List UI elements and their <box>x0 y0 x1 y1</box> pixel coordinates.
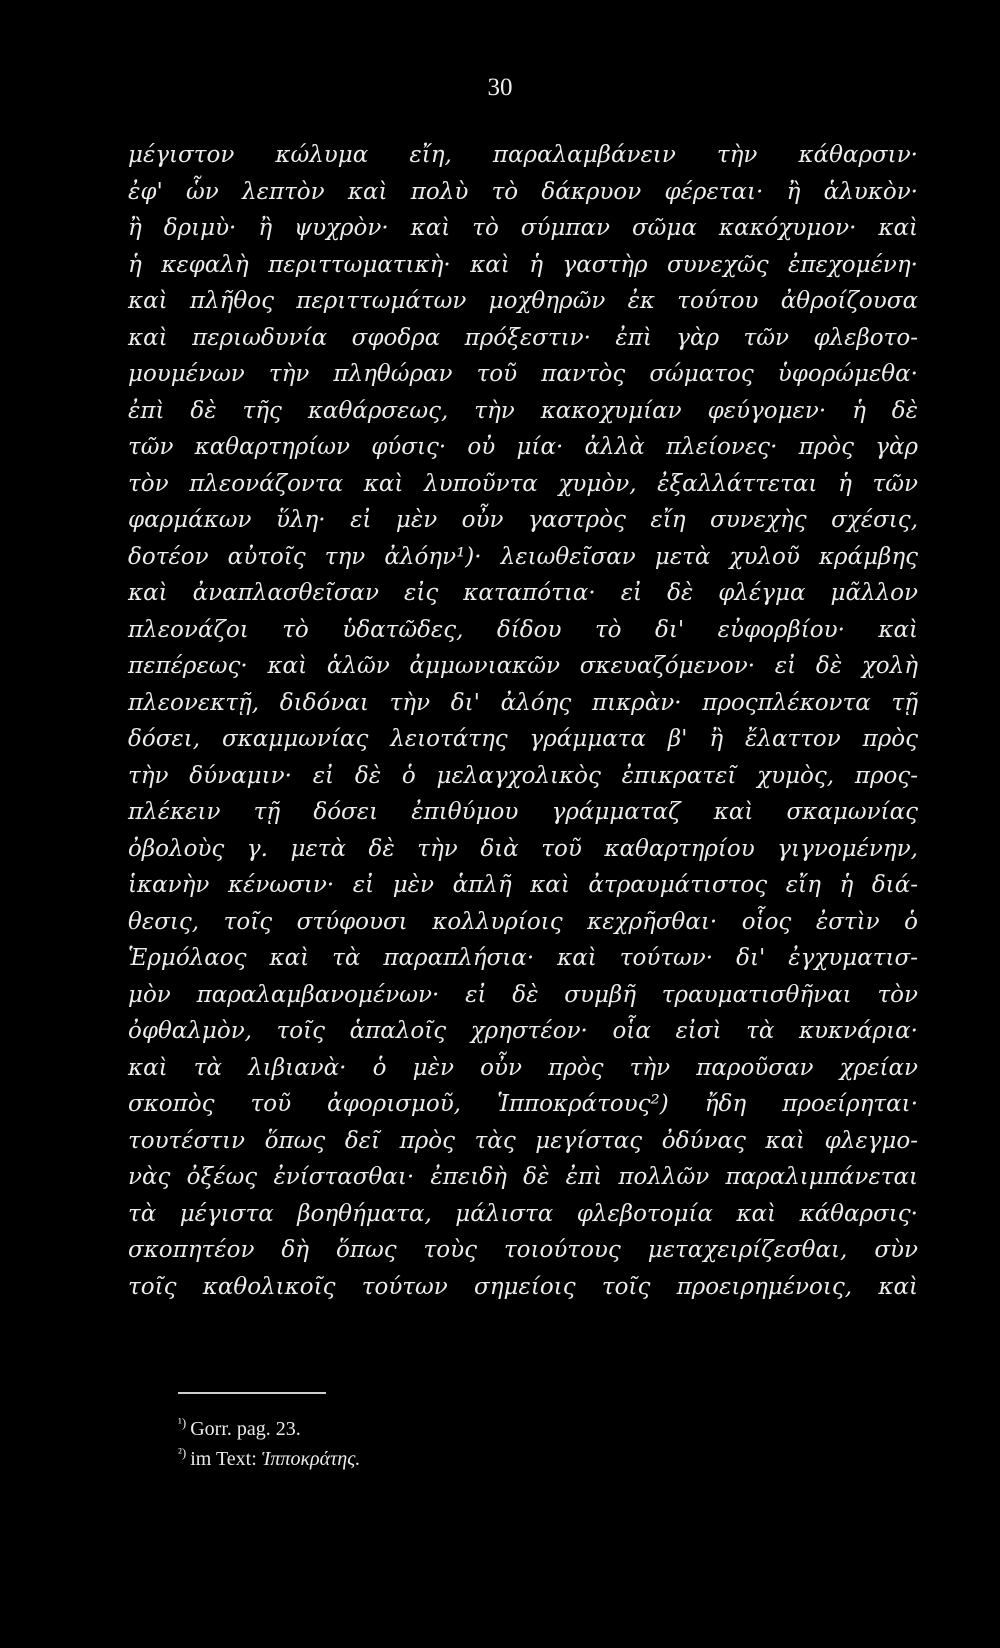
text-line: δοτέον αὐτοῖς την ἀλόην¹)· λειωθεῖσαν μετὰ χυλοῦ κράμβης <box>128 543 918 570</box>
footnote-marker: ¹) <box>178 1415 187 1430</box>
text-line: καὶ περιωδυνία σφοδρα πρόξεστιν· ἐπὶ γὰρ τῶν φλεβοτο- <box>128 324 918 351</box>
text-line: ἡ κεφαλὴ περιττωματικὴ· καὶ ἡ γαστὴρ συνεχῶς ἐπεχομένη· <box>128 251 918 278</box>
text-line: ἱκανὴν κένωσιν· εἰ μὲν ἁπλῆ καὶ ἀτραυμάτιστος εἴη ἡ διά- <box>128 872 918 898</box>
text-line: μουμένων τὴν πληθώραν τοῦ παντὸς σώματος ὑφορώμεθα· <box>128 361 918 387</box>
text-line: δόσει, σκαμμωνίας λειοτάτης γράμματα β' ἢ ἔλαττον πρὸς <box>128 726 918 752</box>
footnote-text: im Text: <box>190 1448 262 1470</box>
footnote-text: Gorr. pag. 23. <box>190 1418 301 1440</box>
text-line: πλεονεκτῇ, διδόναι τὴν δι' ἀλόης πικρὰν· προςπλέκοντα τῇ <box>128 689 918 716</box>
text-line: καὶ τὰ λιβιανὰ· ὁ μὲν οὖν πρὸς τὴν παροῦσαν χρείαν <box>128 1054 918 1081</box>
text-line: ὀφθαλμὸν, τοῖς ἁπαλοῖς χρηστέον· οἷα εἰσὶ τὰ κυκνάρια· <box>128 1018 918 1044</box>
footnote-divider <box>178 1392 326 1394</box>
text-line: ἐφ' ὧν λεπτὸν καὶ πολὺ τὸ δάκρυον φέρεται· ἢ ἁλυκὸν· <box>128 178 918 205</box>
footnote-marker: ²) <box>178 1445 187 1460</box>
footnotes <box>178 1414 778 1474</box>
text-line: πεπέρεως· καὶ ἁλῶν ἀμμωνιακῶν σκευαζόμενον· εἰ δὲ χολὴ <box>128 653 918 679</box>
text-line: σκοπὸς τοῦ ἀφορισμοῦ, Ἱπποκράτους²) ἤδη προείρηται· <box>128 1091 918 1117</box>
text-line: τῶν καθαρτηρίων φύσις· οὐ μία· ἀλλὰ πλείονες· πρὸς γὰρ <box>128 434 918 460</box>
text-line: φαρμάκων ὕλη· εἰ μὲν οὖν γαστρὸς εἴη συνεχὴς σχέσις, <box>128 507 918 533</box>
text-line: τὴν δύναμιν· εἰ δὲ ὁ μελαγχολικὸς ἐπικρατεῖ χυμὸς, προς- <box>128 762 918 789</box>
text-line: τοῖς καθολικοῖς τούτων σημείοις τοῖς προειρημένοις, καὶ <box>128 1273 918 1300</box>
footnote-2 <box>178 1444 778 1474</box>
text-line: καὶ πλῆθος περιττωμάτων μοχθηρῶν ἐκ τούτου ἀθροίζουσα <box>128 288 918 314</box>
text-line: μέγιστον κώλυμα εἴη, παραλαμβάνειν τὴν κάθαρσιν· <box>128 142 918 168</box>
text-line: θεσις, τοῖς στύφουσι κολλυρίοις κεχρῆσθαι· οἷος ἐστὶν ὁ <box>128 908 918 935</box>
text-line: τὸν πλεονάζοντα καὶ λυποῦντα χυμὸν, ἐξαλλάττεται ἡ τῶν <box>128 470 918 497</box>
text-line: ὀβολοὺς γ. μετὰ δὲ τὴν διὰ τοῦ καθαρτηρίου γιγνομένην, <box>128 835 918 862</box>
text-line: ἐπὶ δὲ τῆς καθάρσεως, τὴν κακοχυμίαν φεύγομεν· ἡ δὲ <box>128 397 918 424</box>
text-line: σκοπητέον δὴ ὅπως τοὺς τοιούτους μεταχειρίζεσθαι, σὺν <box>128 1237 918 1263</box>
text-line: πλεονάζοι τὸ ὑδατῶδες, δίδου τὸ δι' εὐφορβίου· καὶ <box>128 616 918 643</box>
text-line: ἢ δριμὺ· ἢ ψυχρὸν· καὶ τὸ σύμπαν σῶμα κακόχυμον· καὶ <box>128 215 918 241</box>
text-line: τὰ μέγιστα βοηθήματα, μάλιστα φλεβοτομία καὶ κάθαρσις· <box>128 1200 918 1227</box>
footnote-greek-word: Ἱπποκράτης. <box>261 1448 361 1470</box>
page-number: 30 <box>487 74 513 101</box>
text-line: πλέκειν τῇ δόσει ἐπιθύμου γράμματαζ καὶ σκαμωνίας <box>128 799 918 825</box>
text-line: Ἑρμόλαος καὶ τὰ παραπλήσια· καὶ τούτων· δι' ἐγχυματισ- <box>128 945 918 971</box>
text-line: μὸν παραλαμβανομένων· εἰ δὲ συμβῆ τραυματισθῆναι τὸν <box>128 981 918 1008</box>
footnote-1 <box>178 1414 778 1444</box>
body-text <box>128 137 918 1305</box>
text-line: τουτέστιν ὅπως δεῖ πρὸς τὰς μεγίστας ὀδύνας καὶ φλεγμο- <box>128 1127 918 1154</box>
text-line: καὶ ἀναπλασθεῖσαν εἰς καταπότια· εἰ δὲ φλέγμα μᾶλλον <box>128 580 918 606</box>
text-line: νὰς ὀξέως ἐνίστασθαι· ἐπειδὴ δὲ ἐπὶ πολλῶν παραλιμπάνεται <box>128 1164 918 1190</box>
